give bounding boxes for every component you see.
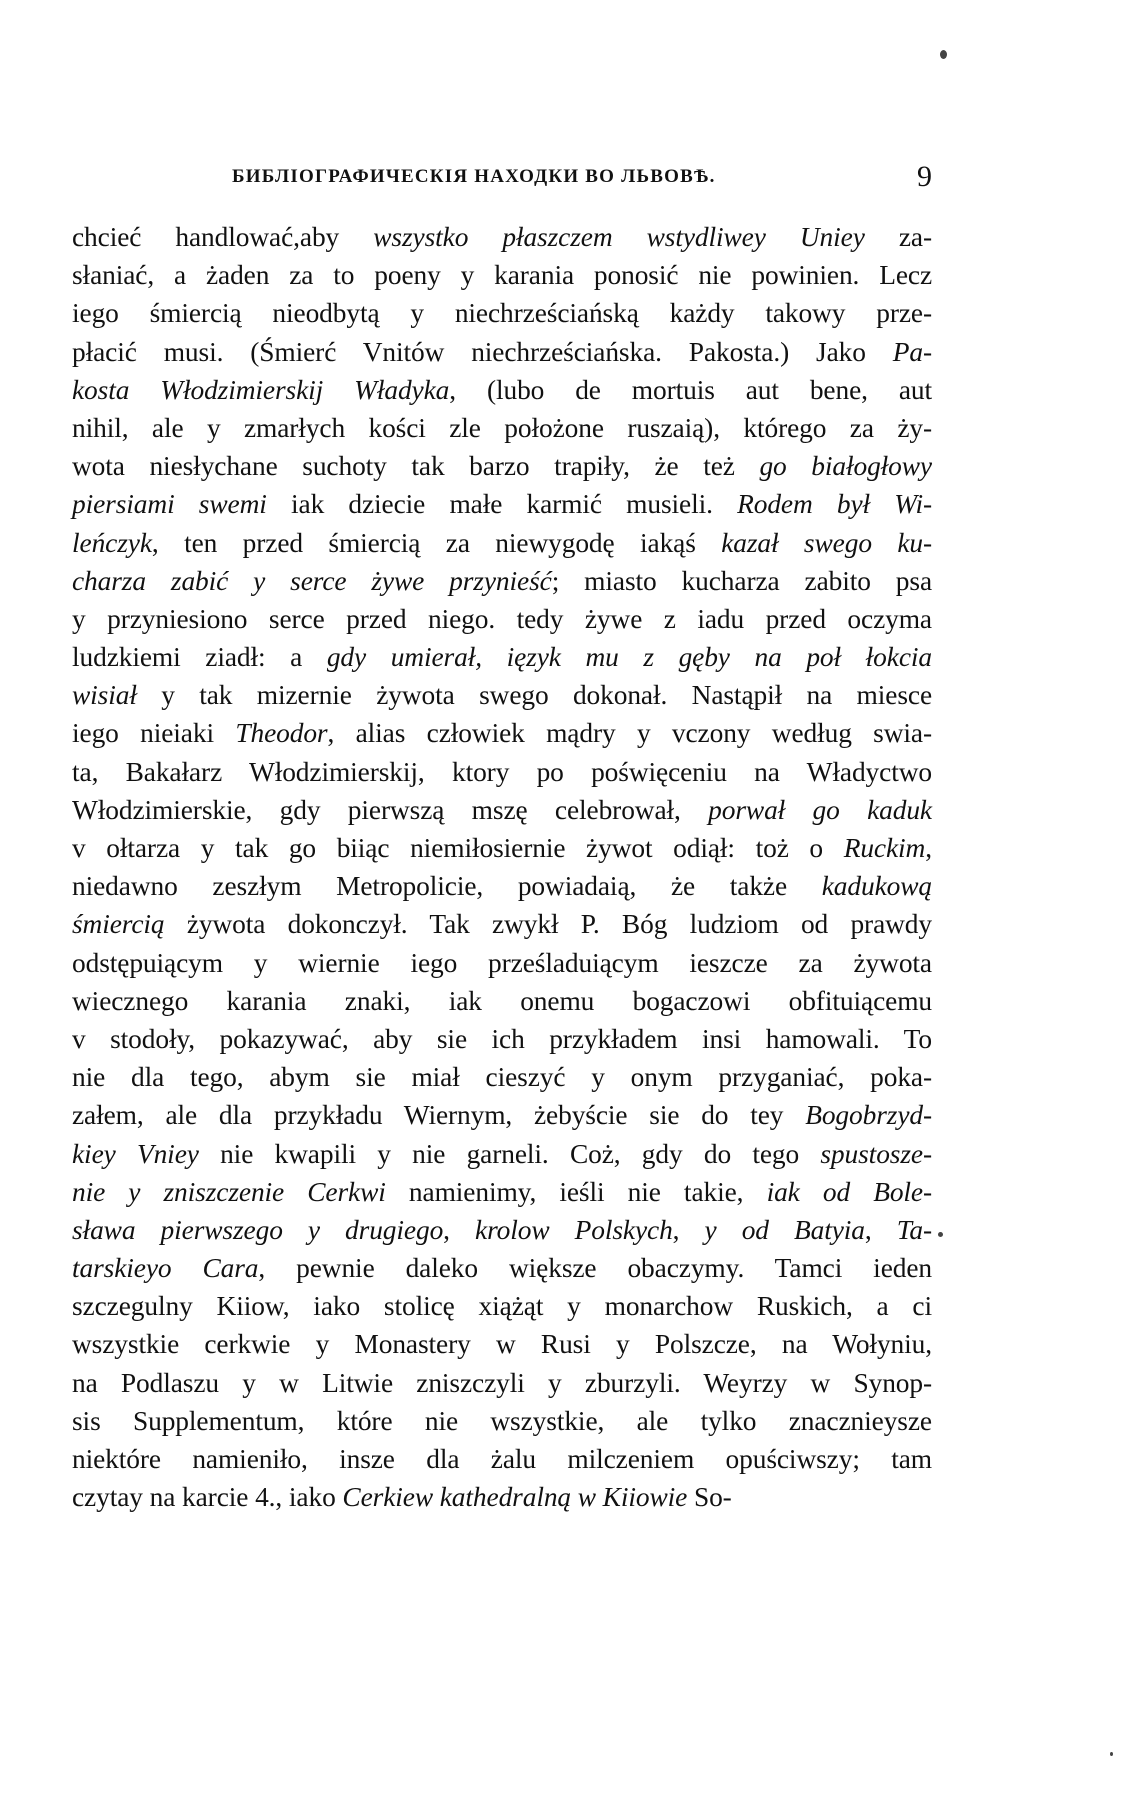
page-header bbox=[72, 160, 932, 200]
text-segment: załem, ale dla przykładu Wiernym, żebyście sie do tey bbox=[72, 1100, 806, 1131]
italic-segment: wszystko płaszczem wstydliwey Uniey bbox=[373, 222, 865, 252]
text-segment: Włodzimierskie, gdy pierwszą mszę celebrował, bbox=[72, 794, 709, 825]
text-line bbox=[72, 1020, 932, 1058]
italic-segment: kadukową bbox=[821, 871, 932, 902]
text-segment: , alias człowiek mądry y vczony według swia- bbox=[327, 718, 933, 749]
text-line bbox=[72, 371, 932, 409]
running-title: БИБЛІОГРАФИЧЕСКІЯ НАХОДКИ ВО ЛЬВОВѢ. bbox=[232, 166, 716, 187]
text-segment: ; miasto kucharza zabito psa bbox=[551, 565, 933, 596]
text-line bbox=[72, 485, 932, 523]
text-segment: iego śmiercią nieodbytą y niechrześciańską każdy takowy prze- bbox=[72, 298, 932, 329]
text-segment: niektóre namieniło, insze dla żalu milczeniem opuściwszy; tam bbox=[72, 1444, 932, 1474]
text-segment: na Podlaszu y w Litwie zniszczyli y zburzyli. Weyrzy w Synop- bbox=[72, 1367, 932, 1398]
text-segment: , bbox=[672, 1214, 705, 1245]
text-segment: wiecznego karania znaki, iak onemu bogaczowi obfituiącemu bbox=[72, 985, 932, 1016]
italic-segment: Bogobrzyd- bbox=[805, 1100, 932, 1131]
text-line bbox=[72, 447, 932, 485]
text-line bbox=[72, 409, 932, 447]
text-segment: v stodoły, pokazywać, aby sie ich przykładem insi hamowali. To bbox=[72, 1023, 932, 1054]
text-segment: , ten przed śmiercią za niewygodę iakąś bbox=[151, 527, 722, 558]
text-line bbox=[72, 1173, 932, 1211]
text-line bbox=[72, 600, 932, 638]
text-segment: , bbox=[925, 833, 932, 863]
text-line bbox=[72, 294, 932, 332]
text-line bbox=[72, 1364, 932, 1402]
text-line bbox=[72, 1058, 932, 1096]
text-segment: iak dziecie małe karmić musieli. bbox=[266, 489, 738, 520]
text-segment: słaniać, a żaden za to poeny y karania ponosić nie powinien. Lecz bbox=[72, 260, 932, 291]
text-segment: namienimy, ieśli nie takie, bbox=[385, 1176, 767, 1207]
text-segment: nie kwapili y nie garneli. Coż, gdy do tego bbox=[198, 1138, 821, 1169]
text-line bbox=[72, 1440, 932, 1478]
text-segment: v ołtarza y tak go biiąc niemiłosiernie żywot odiął: toż o bbox=[72, 833, 844, 863]
text-segment: So- bbox=[687, 1482, 732, 1513]
text-segment: , bbox=[864, 1214, 897, 1245]
text-segment: ta, Bakałarz Włodzimierskij, ktory po poświęceniu na Władyctwo bbox=[72, 756, 932, 787]
italic-segment: piersiami swemi bbox=[72, 489, 267, 520]
italic-segment: leńczyk bbox=[72, 527, 152, 558]
italic-segment: nie y zniszczenie Cerkwi bbox=[72, 1176, 386, 1207]
text-segment: chcieć handlować,aby bbox=[72, 222, 374, 252]
text-segment: za- bbox=[864, 222, 932, 252]
italic-segment: Ta- bbox=[896, 1214, 932, 1245]
italic-segment: śmiercią bbox=[72, 909, 165, 940]
italic-segment: iak od Bole- bbox=[766, 1176, 933, 1207]
text-segment: y przyniesiono serce przed niego. tedy żywe z iadu przed oczyma bbox=[72, 603, 932, 634]
italic-segment: spustosze- bbox=[820, 1138, 932, 1169]
text-line bbox=[72, 905, 932, 943]
text-segment: iego nieiaki bbox=[72, 718, 236, 749]
text-segment: wszystkie cerkwie y Monastery w Rusi y Polszcze, na Wołyniu, bbox=[72, 1329, 932, 1360]
text-line bbox=[72, 676, 932, 714]
italic-segment: Pa- bbox=[892, 336, 932, 367]
scan-speck bbox=[938, 1232, 943, 1237]
scan-speck bbox=[940, 50, 947, 59]
italic-segment: kazał swego ku- bbox=[721, 527, 932, 558]
text-line bbox=[72, 1402, 932, 1440]
text-line bbox=[72, 1325, 932, 1363]
text-line bbox=[72, 218, 932, 256]
text-line bbox=[72, 753, 932, 791]
italic-segment: tarskieyo Cara bbox=[72, 1253, 259, 1284]
text-line bbox=[72, 638, 932, 676]
italic-segment: gdy umierał, ięzyk mu z gęby na poł łokcia bbox=[326, 642, 932, 673]
text-segment: , pewnie daleko większe obaczymy. Tamci ieden bbox=[258, 1253, 932, 1284]
text-line bbox=[72, 1287, 932, 1325]
text-segment: , bbox=[443, 1214, 476, 1245]
italic-segment: wisiał bbox=[72, 680, 137, 711]
text-line bbox=[72, 1135, 932, 1173]
scan-speck bbox=[1110, 1752, 1113, 1756]
body-text bbox=[72, 218, 932, 1516]
italic-segment: kosta Włodzimierskij Władyka bbox=[72, 374, 450, 405]
text-line bbox=[72, 867, 932, 905]
text-segment: płacić musi. (Śmierć Vnitów niechrześciańska. Pakosta.) Jako bbox=[72, 336, 893, 367]
italic-segment: kiey Vniey bbox=[72, 1138, 199, 1169]
text-segment: żywota dokonczył. Tak zwykł P. Bóg ludziom od prawdy bbox=[164, 909, 932, 940]
text-segment: szczegulny Kiiow, iako stolicę xiążąt y monarchow Ruskich, a ci bbox=[72, 1291, 932, 1322]
text-segment: , (lubo de mortuis aut bene, aut bbox=[449, 374, 932, 405]
text-segment: niedawno zeszłym Metropolicie, powiadaią, że także bbox=[72, 871, 822, 902]
text-segment: ludzkiemi ziadł: a bbox=[72, 642, 327, 673]
text-line bbox=[72, 714, 932, 752]
italic-segment: go białogłowy bbox=[759, 451, 932, 482]
text-line bbox=[72, 1249, 932, 1287]
text-line bbox=[72, 1478, 932, 1516]
text-segment: nihil, ale y zmarłych kości zle położone ruszaią), którego za ży- bbox=[72, 412, 932, 443]
text-line bbox=[72, 256, 932, 294]
page-number: 9 bbox=[917, 160, 932, 193]
text-segment: wota niesłychane suchoty tak barzo trapiły, że też bbox=[72, 451, 760, 482]
text-segment: czytay na karcie 4., iako bbox=[72, 1482, 343, 1513]
text-segment: odstępuiącym y wiernie iego prześladuiącym ieszcze za żywota bbox=[72, 947, 932, 978]
text-line bbox=[72, 1096, 932, 1134]
text-line bbox=[72, 791, 932, 829]
italic-segment: sława pierwszego y drugiego bbox=[72, 1214, 444, 1245]
italic-segment: Theodor bbox=[235, 718, 328, 749]
text-segment: y tak mizernie żywota swego dokonał. Nastąpił na miesce bbox=[136, 680, 932, 711]
italic-segment: y od Batyia bbox=[704, 1214, 865, 1245]
italic-segment: krolow Polskych bbox=[475, 1214, 673, 1245]
text-segment: sis Supplementum, które nie wszystkie, ale tylko znacznieysze bbox=[72, 1405, 932, 1436]
text-line bbox=[72, 333, 932, 371]
italic-segment: porwał go kaduk bbox=[708, 794, 932, 825]
italic-segment: charza zabić y serce żywe przynieść bbox=[72, 565, 552, 596]
text-line bbox=[72, 524, 932, 562]
italic-segment: Rodem był Wi- bbox=[737, 489, 932, 520]
italic-segment: Cerkiew kathedralną w Kiiowie bbox=[342, 1482, 688, 1513]
text-segment: nie dla tego, abym sie miał cieszyć y onym przyganiać, poka- bbox=[72, 1062, 932, 1093]
text-line bbox=[72, 944, 932, 982]
italic-segment: Ruckim bbox=[843, 833, 926, 863]
text-line bbox=[72, 982, 932, 1020]
text-line bbox=[72, 562, 932, 600]
text-line bbox=[72, 829, 932, 867]
text-line bbox=[72, 1211, 932, 1249]
